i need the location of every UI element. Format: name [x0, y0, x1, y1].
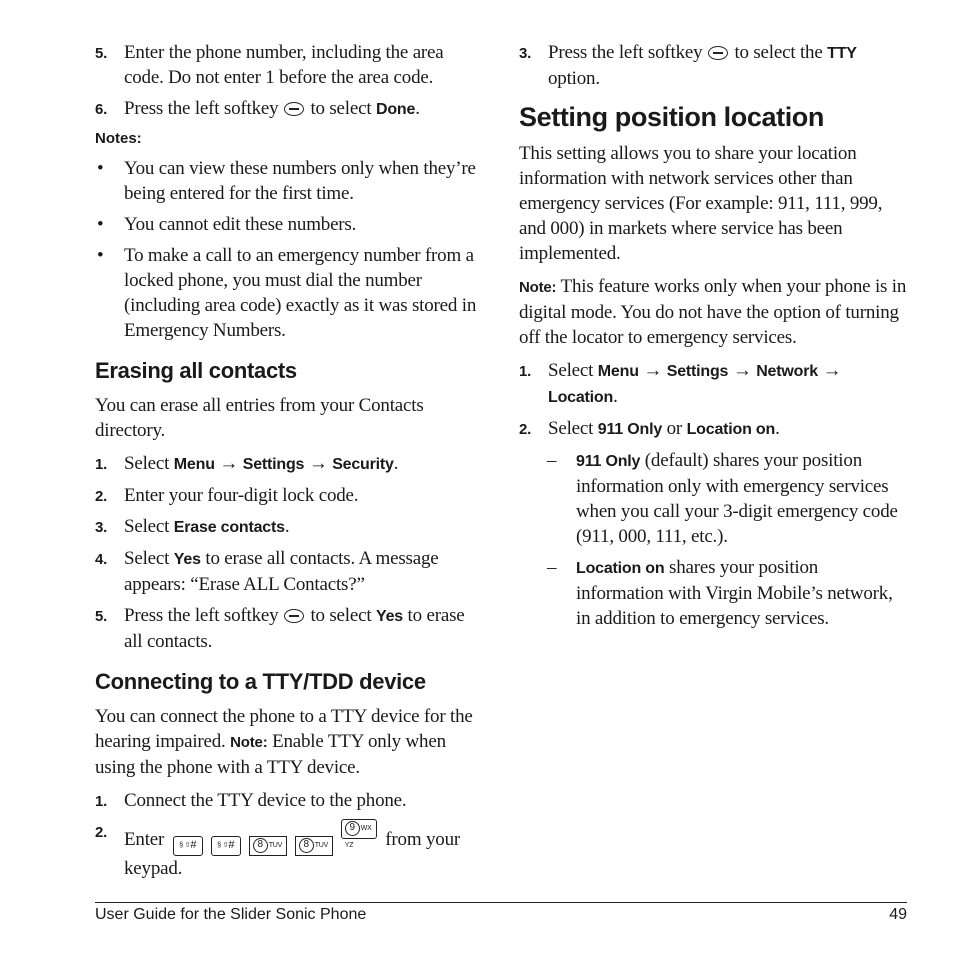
erase-intro: You can erase all entries from your Contacts directory. — [95, 395, 424, 441]
left-softkey-icon — [708, 46, 728, 60]
right-column — [519, 40, 907, 637]
arrow-icon: → — [732, 360, 752, 381]
hash-key-icon: § ⇧# — [173, 836, 203, 856]
bullet-icon: • — [97, 158, 104, 179]
position-intro: This setting allows you to share your location information with network services other than emergency services (For example: 911, 111, 999, and 000) in markets where service has been implemented. — [519, 143, 883, 264]
arrow-icon: → — [308, 453, 328, 474]
eight-key-icon: 8 TUV — [249, 836, 287, 856]
tty-heading: Connecting to a TTY/TDD device — [95, 669, 426, 694]
step-6: 6. Press the left softkey to select Done. — [95, 98, 420, 119]
note-bullet-2: • You cannot edit these numbers. — [97, 214, 357, 235]
notes-label: Notes: — [95, 130, 142, 147]
erase-step-1: 1. Select Menu → Settings → Security. — [95, 453, 399, 474]
footer-title: User Guide for the Slider Sonic Phone — [95, 906, 367, 923]
bullet-icon: • — [97, 245, 104, 266]
note-bullet-1: • You can view these numbers only when they’re being entered for the first time. — [97, 158, 476, 204]
tty-intro: You can connect the phone to a TTY device for the hearing impaired. Note: Enable TTY only when using the phone with a TTY device. — [95, 706, 473, 778]
left-column — [95, 40, 480, 887]
page-footer — [95, 902, 907, 924]
left-softkey-icon — [284, 102, 304, 116]
tty-step-3: 3. Press the left softkey to select the TTY option. — [519, 42, 857, 89]
step-5: 5. Enter the phone number, including the area code. Do not enter 1 before the area code. — [95, 42, 444, 88]
hash-key-icon: § ⇧# — [211, 836, 241, 856]
dash-icon: – — [547, 557, 557, 578]
left-softkey-icon — [284, 609, 304, 623]
position-step-1: 1. Select Menu → Settings → Network → Location. — [519, 360, 842, 407]
erase-step-5: 5. Press the left softkey to select Yes to erase all contacts. — [95, 605, 465, 652]
erase-heading: Erasing all contacts — [95, 358, 297, 383]
tty-step-2: 2. Enter § ⇧# § ⇧# 8 TUV 8 TUV9 WX YZ from your keypad. — [95, 819, 480, 881]
position-note: Note: This feature works only when your phone is in digital mode. You do not have the option of turning off the locator to emergency services. — [519, 276, 907, 348]
erase-step-3: 3. Select Erase contacts. — [95, 516, 290, 537]
erase-step-4: 4. Select Yes to erase all contacts. A message appears: “Erase ALL Contacts?” — [95, 548, 439, 595]
option-location-on: – Location on shares your position information with Virgin Mobile’s network, in addition to emergency services. — [547, 557, 893, 629]
erase-step-2: 2. Enter your four-digit lock code. — [95, 485, 359, 506]
page-number: 49 — [889, 906, 907, 923]
position-heading: Setting position location — [519, 102, 824, 132]
arrow-icon: → — [643, 360, 663, 381]
arrow-icon: → — [219, 453, 239, 474]
position-step-2: 2. Select 911 Only or Location on. — [519, 418, 780, 439]
nine-key-icon: 9 WX YZ — [341, 819, 377, 839]
note-bullet-3: • To make a call to an emergency number from a locked phone, you must dial the number (including area code) exactly as it was stored in Emergency Numbers. — [97, 245, 477, 341]
bullet-icon: • — [97, 214, 104, 235]
dash-icon: – — [547, 450, 557, 471]
tty-step-1: 1. Connect the TTY device to the phone. — [95, 790, 407, 811]
option-911-only: – 911 Only (default) shares your position information only with emergency services when you call your 3-digit emergency code (911, 000, 111, etc.). — [547, 450, 898, 547]
eight-key-icon: 8 TUV — [295, 836, 333, 856]
arrow-icon: → — [822, 360, 842, 381]
